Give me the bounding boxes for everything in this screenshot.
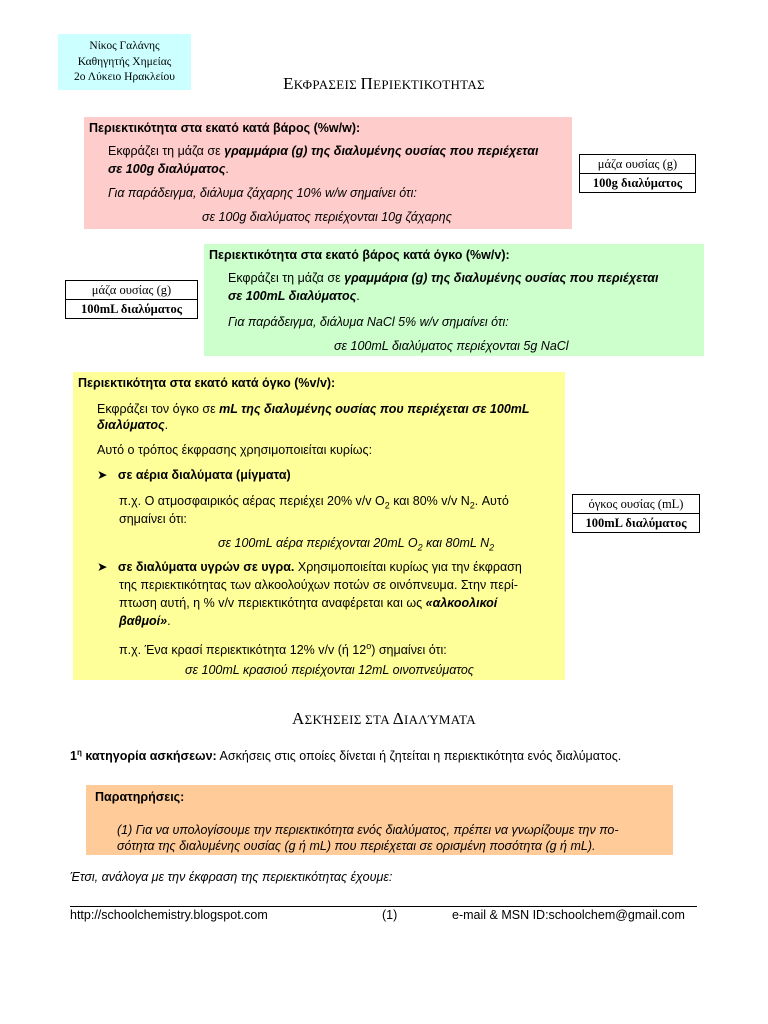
vv-fraction-numerator: όγκος ουσίας (mL) [573,495,699,514]
footer-page-number: (1) [382,908,398,922]
ww-definition-line2: σε 100g διαλύματος. [108,162,229,176]
footer-divider [70,906,697,907]
vv-usage: Αυτό ο τρόπος έκφρασης χρησιμοποιείται κυρίως: [97,443,373,457]
ww-fraction-numerator: μάζα ουσίας (g) [580,155,695,174]
vv-heading: Περιεκτικότητα στα εκατό κατά όγκο (%v/v): [78,376,336,390]
title-part: Π [360,74,374,93]
notes-line1: (1) Για να υπολογίσουμε την περιεκτικότητα ενός διαλύματος, πρέπει να γνωρίζουμε την πο- [117,823,619,837]
ww-fraction-denominator: 100g διαλύματος [592,176,683,190]
ww-example-result: σε 100g διαλύματος περιέχονται 10g ζάχαρης [202,210,452,224]
wv-fraction-denominator: 100mL διαλύματος [80,302,183,316]
arrow-bullet-icon: ➤ [97,560,108,574]
wv-example: Για παράδειγμα, διάλυμα NaCl 5% w/v σημαίνει ότι: [228,315,509,329]
title-part: Ε [283,74,294,93]
wv-heading: Περιεκτικότητα στα εκατό βάρος κατά όγκο (%w/v): [209,248,510,262]
notes-section [86,785,673,855]
title-part: ΣΚΉΣΕΙΣ ΣΤΑ [304,712,393,727]
vv-bullet2: ➤ σε διαλύματα υγρών σε υγρα. Χρησιμοποιείται κυρίως για την έκφραση [97,560,522,574]
notes-line2: σότητα της διαλυμένης ουσίας (g ή mL) που περιέχεται σε ορισμένη ποσότητα (g ή mL). [117,839,596,853]
vv-fraction [572,494,700,533]
ww-fraction [579,154,696,193]
title-part: ΙΑΛΎΜΑΤΑ [403,712,476,727]
wv-example-result: σε 100mL διαλύματος περιέχονται 5g NaCl [334,339,569,353]
ww-example: Για παράδειγμα, διάλυμα ζάχαρης 10% w/w σημαίνει ότι: [108,186,417,200]
wv-section [204,244,704,356]
ww-definition-line1: Εκφράζει τη μάζα σε γραμμάρια (g) της διαλυμένης ουσίας που περιέχεται [108,144,539,158]
vv-bullet1: ➤ σε αέρια διαλύματα (μίγματα) [97,468,291,482]
vv-bullet1-example-line2: σημαίνει ότι: [119,512,187,526]
ww-heading: Περιεκτικότητα στα εκατό κατά βάρος (%w/w): [89,121,361,135]
vv-bullet2-line4: βαθμοί». [119,614,171,628]
author-role: Καθηγητής Χημείας [77,55,172,68]
title-part: ΕΡΙΕΚΤΙΚΟΤΗΤΑΣ [373,77,485,92]
vv-bullet2-result: σε 100mL κρασιού περιέχονται 12mL οινοπνεύματος [185,663,474,677]
vv-definition-line1: Εκφράζει τον όγκο σε mL της διαλυμένης ουσίας που περιέχεται σε 100mL [97,402,530,416]
wv-fraction [65,280,198,319]
footer-contact[interactable]: e-mail & MSN ID:schoolchem@gmail.com [452,908,685,922]
wv-definition-line2: σε 100mL διαλύματος. [228,289,360,303]
arrow-bullet-icon: ➤ [97,468,108,482]
wv-fraction-numerator: μάζα ουσίας (g) [66,281,197,300]
author-school: 2ο Λύκειο Ηρακλείου [74,71,175,83]
notes-heading: Παρατηρήσεις: [95,790,185,804]
vv-definition-line2: διαλύματος. [97,418,169,432]
category-line: $1^\eta$ κατηγορία ασκήσεων: Ασκήσεις στις οποίες δίνεται ή ζητείται η περιεκτικότητα ενός διαλύματος. [70,748,622,764]
title-part: Α [292,709,305,728]
footer-url[interactable]: http://schoolchemistry.blogspot.com [70,908,268,922]
vv-fraction-denominator: 100mL διαλύματος [585,516,687,530]
vv-bullet2-line3: πτωση αυτή, η % v/v περιεκτικότητα αναφέρεται και ως «αλκοολικοί [119,596,498,610]
author-name: Νίκος Γαλάνης [89,40,160,52]
page-title [0,74,768,94]
closing-text: Έτσι, ανάλογα με την έκφραση της περιεκτικότητας έχουμε: [70,870,393,884]
wv-definition-line1: Εκφράζει τη μάζα σε γραμμάρια (g) της διαλυμένης ουσίας που περιέχεται [228,271,659,285]
ww-section [84,117,572,229]
vv-bullet2-line2: της περιεκτικότητας των αλκοολούχων ποτών σε οινόπνευμα. Στην περί- [119,578,518,592]
title-part: ΚΦΡΑΣΕΙΣ [293,77,361,92]
title-part: Δ [392,709,404,728]
vv-bullet1-example: π.χ. Ο ατμοσφαιρικός αέρας περιέχει 20% v/v $O_2$ και 80% v/v $N_2$. Αυτό [119,494,509,511]
vv-bullet2-example: π.χ. Ένα κρασί περιεκτικότητα 12% v/v (ή $12^o$) σημαίνει ότι: [119,641,447,658]
vv-section [73,372,565,680]
section2-title [0,709,768,729]
vv-bullet1-result: σε 100mL αέρα περιέχονται 20mL $O_2$ και 80mL $N_2$ [218,536,495,553]
